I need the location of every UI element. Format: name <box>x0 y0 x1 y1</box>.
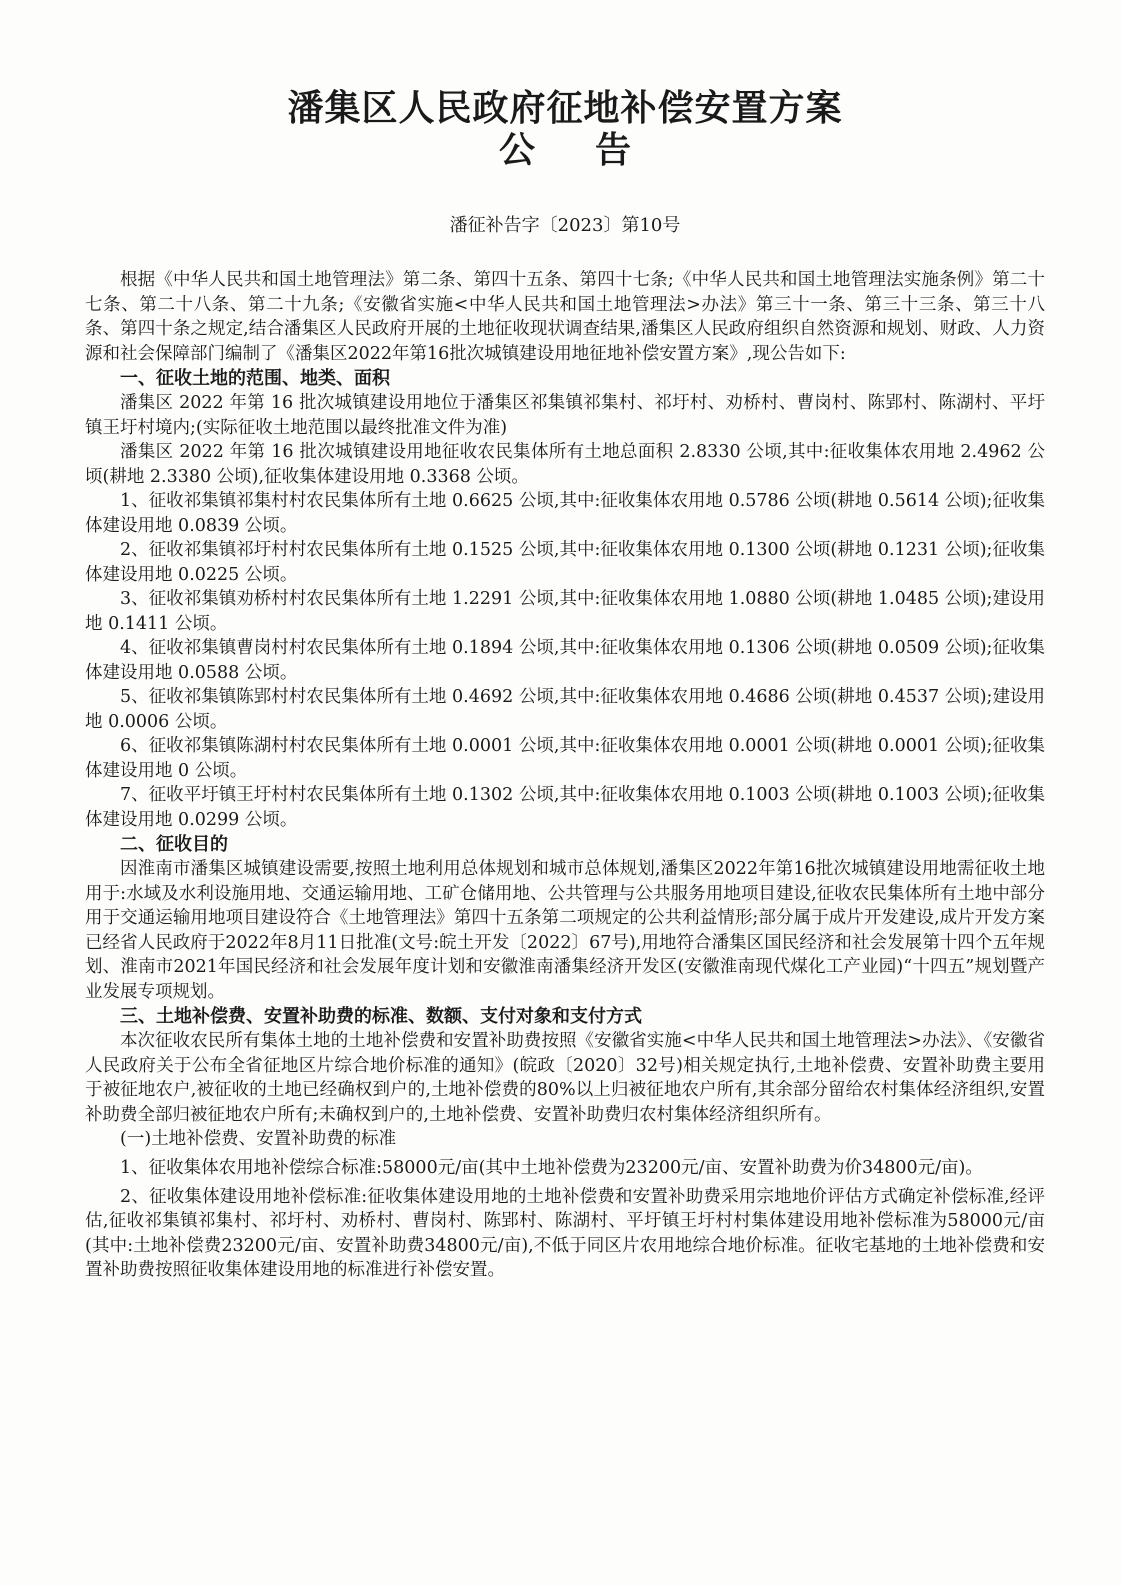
list-item: 2、征收祁集镇祁圩村村农民集体所有土地 0.1525 公顷,其中:征收集体农用地 0.1300 公顷(耕地 0.1231 公顷);征收集体建设用地 0.0225 公顷。 <box>85 540 1045 585</box>
subsection-heading: (一)土地补偿费、安置补助费的标准 <box>120 1129 397 1149</box>
body-paragraph: 潘集区 2022 年第 16 批次城镇建设用地位于潘集区祁集镇祁集村、祁圩村、劝桥村、曹岗村、陈郢村、陈湖村、平圩镇王圩村境内;(实际征收土地范围以最终批准文件为准) <box>85 393 1045 438</box>
section-heading: 一、征收土地的范围、地类、面积 <box>120 368 390 389</box>
document-subtitle: 公告 <box>498 130 691 171</box>
list-item: 3、征收祁集镇劝桥村村农民集体所有土地 1.2291 公顷,其中:征收集体农用地 1.0880 公顷(耕地 1.0485 公顷);建设用地 0.1411 公顷。 <box>85 589 1045 634</box>
document-title: 潘集区人民政府征地补偿安置方案 <box>287 88 843 129</box>
body-paragraph: 因淮南市潘集区城镇建设需要,按照土地利用总体规划和城市总体规划,潘集区2022年第16批次城镇建设用地需征收土地用于:水域及水利设施用地、交通运输用地、工矿仓储用地、公共管理与公共服务用地项目建设,征收农民集体所有土地中部分用于交通运输用地项目建设符合《土地管理法》第四十五条第二项规定的公共利益情形;部分属于成片开发建设,成片开发方案已经省人民政府于2022年8月11日批准(文号:皖土开发〔2022〕67号),用地符合潘集区国民经济和社会发展第十四个五年规划、淮南市2021年国民经济和社会发展年度计划和安徽淮南潘集经济开发区(安徽淮南现代煤化工产业园)“十四五”规划暨产业发展专项规划。 <box>85 859 1045 1002</box>
list-item: 5、征收祁集镇陈郢村村农民集体所有土地 0.4692 公顷,其中:征收集体农用地 0.4686 公顷(耕地 0.4537 公顷);建设用地 0.0006 公顷。 <box>85 687 1045 732</box>
list-item: 1、征收集体农用地补偿综合标准:58000元/亩(其中土地补偿费为23200元/亩、安置补助费为价34800元/亩)。 <box>120 1158 983 1178</box>
body-paragraph: 本次征收农民所有集体土地的土地补偿费和安置补助费按照《安徽省实施<中华人民共和国土地管理法>办法》、《安徽省人民政府关于公布全省征地区片综合地价标准的通知》(皖政〔2020〕32号)相关规定执行,土地补偿费、安置补助费主要用于被征地农户,被征收的土地已经确权到户的,土地补偿费的80%以上归被征地农户所有,其余部分留给农村集体经济组织,安置补助费全部归被征地农户所有;未确权到户的,土地补偿费、安置补助费归农村集体经济组织所有。 <box>85 1031 1045 1125</box>
document-number: 潘征补告字〔2023〕第10号 <box>449 215 681 236</box>
list-item: 2、征收集体建设用地补偿标准:征收集体建设用地的土地补偿费和安置补助费采用宗地地价评估方式确定补偿标准,经评估,征收祁集镇祁集村、祁圩村、劝桥村、曹岗村、陈郢村、陈湖村、平圩镇王圩村村集体建设用地补偿标准为58000元/亩(其中:土地补偿费23200元/亩、安置补助费34800元/亩),不低于同区片农用地综合地价标准。征收宅基地的土地补偿费和安置补助费按照征收集体建设用地的标准进行补偿安置。 <box>85 1186 1045 1280</box>
section-heading: 二、征收目的 <box>120 834 228 855</box>
section-heading: 三、土地补偿费、安置补助费的标准、数额、支付对象和支付方式 <box>120 1006 642 1027</box>
list-item: 6、征收祁集镇陈湖村村农民集体所有土地 0.0001 公顷,其中:征收集体农用地 0.0001 公顷(耕地 0.0001 公顷);征收集体建设用地 0 公顷。 <box>85 736 1045 781</box>
document-body <box>85 268 1045 1283</box>
list-item: 4、征收祁集镇曹岗村村农民集体所有土地 0.1894 公顷,其中:征收集体农用地 0.1306 公顷(耕地 0.0509 公顷);征收集体建设用地 0.0588 公顷。 <box>85 638 1045 683</box>
body-paragraph: 潘集区 2022 年第 16 批次城镇建设用地征收农民集体所有土地总面积 2.8330 公顷,其中:征收集体农用地 2.4962 公顷(耕地 2.3380 公顷),征收集体建设用地 0.3368 公顷。 <box>85 442 1045 487</box>
intro-paragraph: 根据《中华人民共和国土地管理法》第二条、第四十五条、第四十七条;《中华人民共和国土地管理法实施条例》第二十七条、第二十八条、第二十九条;《安徽省实施<中华人民共和国土地管理法>办法》第三十一条、第三十三条、第三十八条、第四十条之规定,结合潘集区人民政府开展的土地征收现状调查结果,潘集区人民政府组织自然资源和规划、财政、人力资源和社会保障部门编制了《潘集区2022年第16批次城镇建设用地征地补偿安置方案》,现公告如下: <box>85 270 1045 364</box>
list-item: 1、征收祁集镇祁集村村农民集体所有土地 0.6625 公顷,其中:征收集体农用地 0.5786 公顷(耕地 0.5614 公顷);征收集体建设用地 0.0839 公顷。 <box>85 491 1045 536</box>
list-item: 7、征收平圩镇王圩村村农民集体所有土地 0.1302 公顷,其中:征收集体农用地 0.1003 公顷(耕地 0.1003 公顷);征收集体建设用地 0.0299 公顷。 <box>85 785 1045 830</box>
